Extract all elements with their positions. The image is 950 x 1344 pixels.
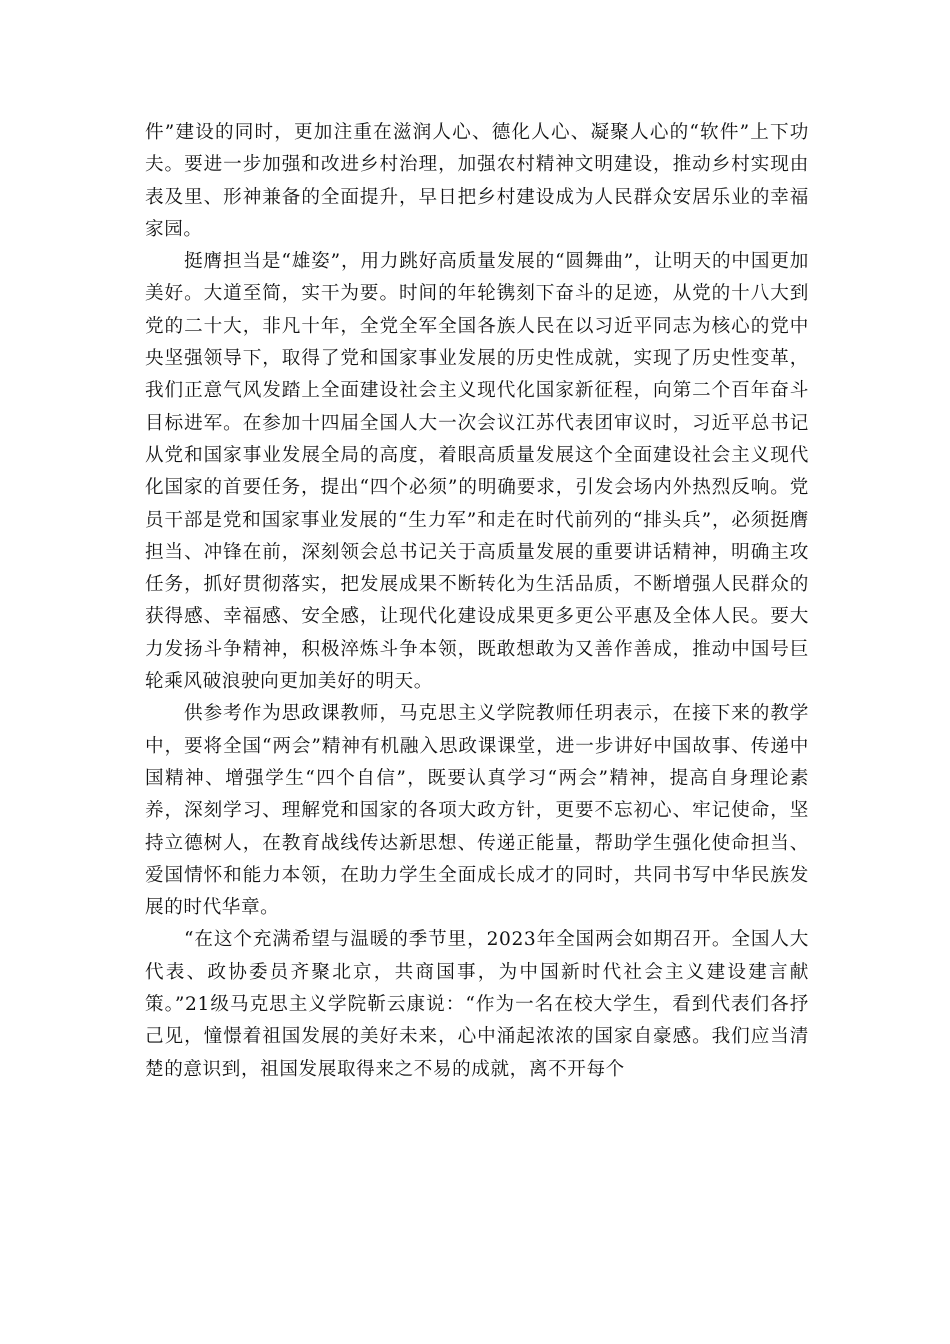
paragraph-4: “在这个充满希望与温暖的季节里，2023年全国两会如期召开。全国人大代表、政协委员齐聚北京，共商国事，为中国新时代社会主义建设建言献策。”21级马克思主义学院靳云康说：“作为一名在校大学生，看到代表们各抒己见，憧憬着祖国发展的美好未来，心中涌起浓浓的国家自豪感。我们应当清楚的意识到，祖国发展取得来之不易的成就，离不开每个 <box>145 929 809 1080</box>
paragraph-2: 挺膺担当是“雄姿”，用力跳好高质量发展的“圆舞曲”，让明天的中国更加美好。大道至简，实干为要。时间的年轮镌刻下奋斗的足迹，从党的十八大到党的二十大，非凡十年，全党全军全国各族人民在以习近平同志为核心的党中央坚强领导下，取得了党和国家事业发展的历史性成就，实现了历史性变革，我们正意气风发踏上全面建设社会主义现代化国家新征程，向第二个百年奋斗目标进军。在参加十四届全国人大一次会议江苏代表团审议时，习近平总书记从党和国家事业发展全局的高度，着眼高质量发展这个全面建设社会主义现代化国家的首要任务，提出“四个必须”的明确要求，引发会场内外热烈反响。党员干部是党和国家事业发展的“生力军”和走在时代前列的“排头兵”，必须挺膺担当、冲锋在前，深刻领会总书记关于高质量发展的重要讲话精神，明确主攻任务，抓好贯彻落实，把发展成果不断转化为生活品质，不断增强人民群众的获得感、幸福感、安全感，让现代化建设成果更多更公平惠及全体人民。要大力发扬斗争精神，积极淬炼斗争本领，既敢想敢为又善作善成，推动中国号巨轮乘风破浪驶向更加美好的明天。 <box>145 251 809 693</box>
article-body <box>145 117 809 1086</box>
paragraph-3: 供参考作为思政课教师，马克思主义学院教师任玥表示，在接下来的教学中，要将全国“两会”精神有机融入思政课课堂，进一步讲好中国故事、传递中国精神、增强学生“四个自信”，既要认真学习“两会”精神，提高自身理论素养，深刻学习、理解党和国家的各项大政方针，更要不忘初心、牢记使命，坚持立德树人，在教育战线传达新思想、传递正能量，帮助学生强化使命担当、爱国情怀和能力本领，在助力学生全面成长成才的同时，共同书写中华民族发展的时代华章。 <box>145 703 809 919</box>
paragraph-1: 件”建设的同时，更加注重在滋润人心、德化人心、凝聚人心的“软件”上下功夫。要进一步加强和改进乡村治理，加强农村精神文明建设，推动乡村实现由表及里、形神兼备的全面提升，早日把乡村建设成为人民群众安居乐业的幸福家园。 <box>145 122 809 240</box>
